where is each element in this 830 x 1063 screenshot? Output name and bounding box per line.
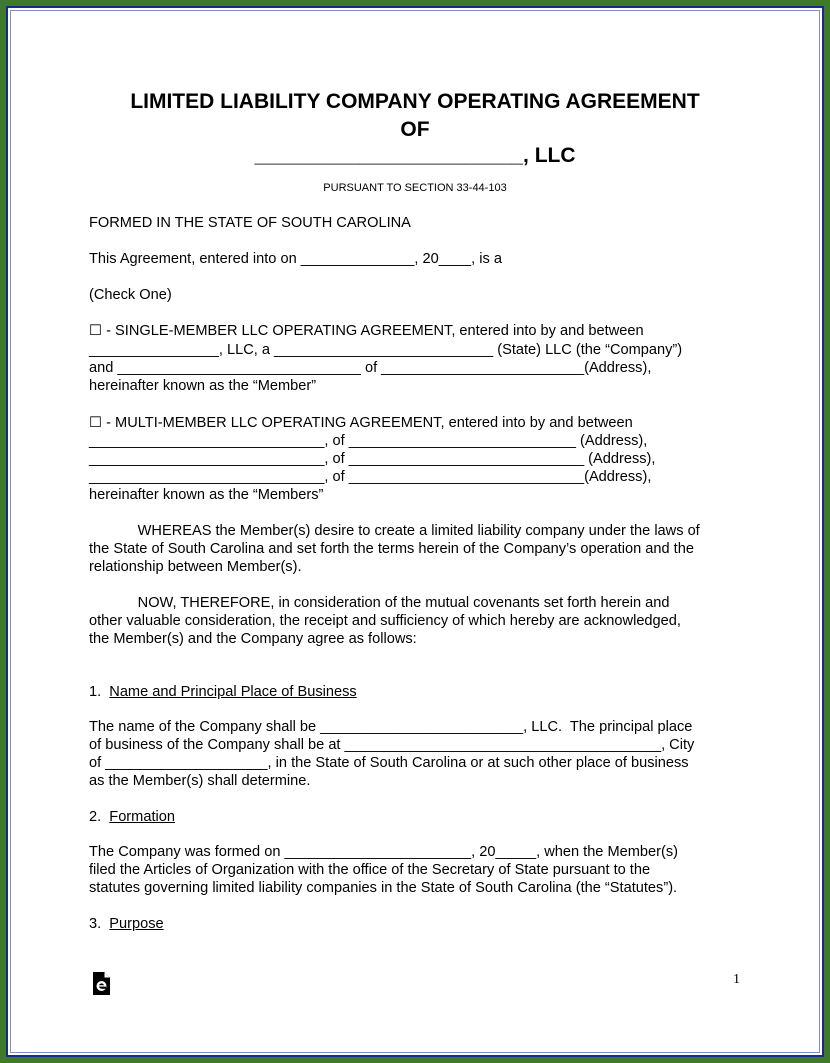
section-2-line-1: The Company was formed on _______________________, 20_____, when the Member(s): [89, 844, 679, 860]
section-2-heading: [89, 808, 175, 826]
whereas-line-1: WHEREAS the Member(s) desire to create a limited liability company under the laws of: [89, 523, 700, 539]
now-therefore-line-1: NOW, THEREFORE, in consideration of the mutual covenants set forth herein and: [89, 595, 670, 611]
now-therefore-line-2: other valuable consideration, the receipt and sufficiency of which hereby are acknowledged,: [89, 613, 681, 629]
section-2-line-3: statutes governing limited liability companies in the State of South Carolina (the “Statutes”).: [89, 880, 678, 896]
section-2-number: 2.: [89, 809, 102, 825]
multi-member-line-3: _____________________________, of _____________________________ (Address),: [89, 451, 656, 467]
now-therefore-line-3: the Member(s) and the Company agree as follows:: [89, 631, 417, 647]
section-3-heading: [89, 915, 164, 933]
pursuant-line: PURSUANT TO SECTION 33-44-103: [323, 182, 507, 194]
multi-member-line-2: _____________________________, of ____________________________ (Address),: [89, 433, 648, 449]
agreement-line: This Agreement, entered into on ______________, 20____, is a: [89, 251, 502, 267]
single-member-option[interactable]: ☐ - SINGLE-MEMBER LLC OPERATING AGREEMENT, entered into by and between: [89, 323, 644, 339]
title-line-3: _______________________, LLC: [254, 144, 576, 167]
single-member-line-4: hereinafter known as the “Member”: [89, 378, 317, 394]
single-member-line-3: and ______________________________ of _________________________(Address),: [89, 360, 652, 376]
section-3-number: 3.: [89, 916, 102, 932]
section-1-line-3: of ____________________, in the State of South Carolina or at such other place of business: [89, 755, 689, 771]
multi-member-line-5: hereinafter known as the “Members”: [89, 487, 324, 503]
section-3-title: Purpose: [109, 916, 164, 932]
section-2-title: Formation: [109, 809, 175, 825]
title-line-2: OF: [400, 118, 430, 141]
section-2-line-2: filed the Articles of Organization with the office of the Secretary of State pursuant to the: [89, 862, 651, 878]
section-1-line-4: as the Member(s) shall determine.: [89, 773, 311, 789]
section-1-heading: [89, 683, 357, 701]
multi-member-line-4: _____________________________, of _____________________________(Address),: [89, 469, 652, 485]
whereas-line-3: relationship between Member(s).: [89, 559, 302, 575]
section-1-line-2: of business of the Company shall be at _______________________________________, City: [89, 737, 695, 753]
section-1-title: Name and Principal Place of Business: [109, 684, 357, 700]
eforms-logo-icon: [92, 971, 111, 996]
formed-line: FORMED IN THE STATE OF SOUTH CAROLINA: [89, 215, 411, 231]
single-member-line-2: ________________, LLC, a ___________________________ (State) LLC (the “Company”): [89, 342, 683, 358]
multi-member-option[interactable]: ☐ - MULTI-MEMBER LLC OPERATING AGREEMENT, entered into by and between: [89, 415, 633, 431]
whereas-line-2: the State of South Carolina and set forth the terms herein of the Company’s operation and the: [89, 541, 694, 557]
page-number: 1: [733, 972, 740, 987]
title-line-1: LIMITED LIABILITY COMPANY OPERATING AGREEMENT: [130, 90, 700, 113]
section-1-number: 1.: [89, 684, 102, 700]
section-1-line-1: The name of the Company shall be _________________________, LLC. The principal place: [89, 719, 693, 735]
check-one: (Check One): [89, 287, 172, 303]
